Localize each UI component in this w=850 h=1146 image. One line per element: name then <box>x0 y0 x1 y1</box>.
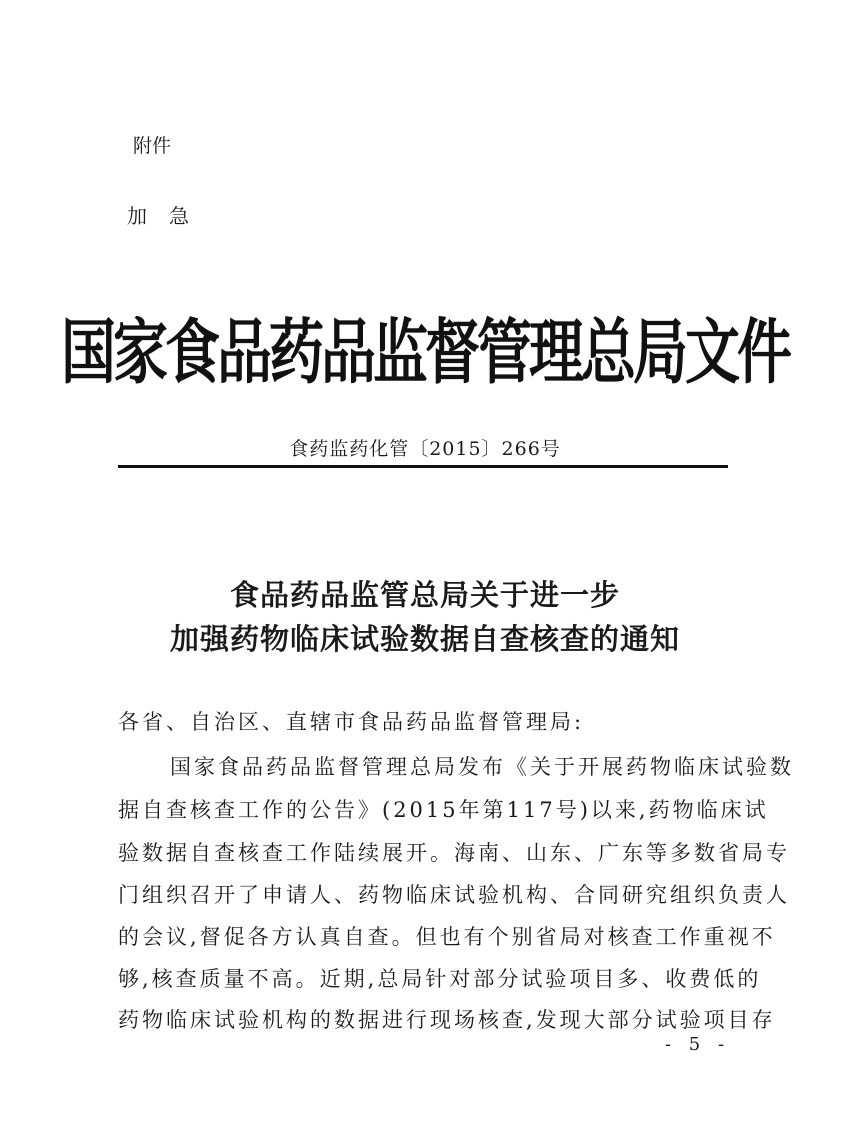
document-number: 食药监药化管〔2015〕266号 <box>289 438 561 460</box>
urgency-label: 加急 <box>127 204 211 228</box>
body-line: 验数据自查核查工作陆续展开。海南、山东、广东等多数省局专 <box>118 841 790 865</box>
body-line: 够,核查质量不高。近期,总局针对部分试验项目多、收费低的 <box>118 967 762 991</box>
page-number: - 5 - <box>665 1034 731 1055</box>
attachment-label: 附件 <box>133 135 172 157</box>
document-title-line-2: 加强药物临床试验数据自查核查的通知 <box>169 622 680 656</box>
body-line: 的会议,督促各方认真自查。但也有个别省局对核查工作重视不 <box>118 925 776 949</box>
body-line: 门组织召开了申请人、药物临床试验机构、合同研究组织负责人 <box>118 883 790 907</box>
salutation: 各省、自治区、直辖市食品药品监督管理局: <box>118 710 585 734</box>
body-line: 药物临床试验机构的数据进行现场核查,发现大部分试验项目存 <box>118 1008 776 1032</box>
body-line: 国家食品药品监督管理总局发布《关于开展药物临床试验数 <box>170 755 794 779</box>
issuer-masthead: 国家食品药品监督管理总局文件 <box>60 310 789 394</box>
document-title-line-1: 食品药品监管总局关于进一步 <box>229 578 620 612</box>
header-divider <box>118 465 728 468</box>
body-line: 据自查核查工作的公告》(2015年第117号)以来,药物临床试 <box>118 798 769 822</box>
